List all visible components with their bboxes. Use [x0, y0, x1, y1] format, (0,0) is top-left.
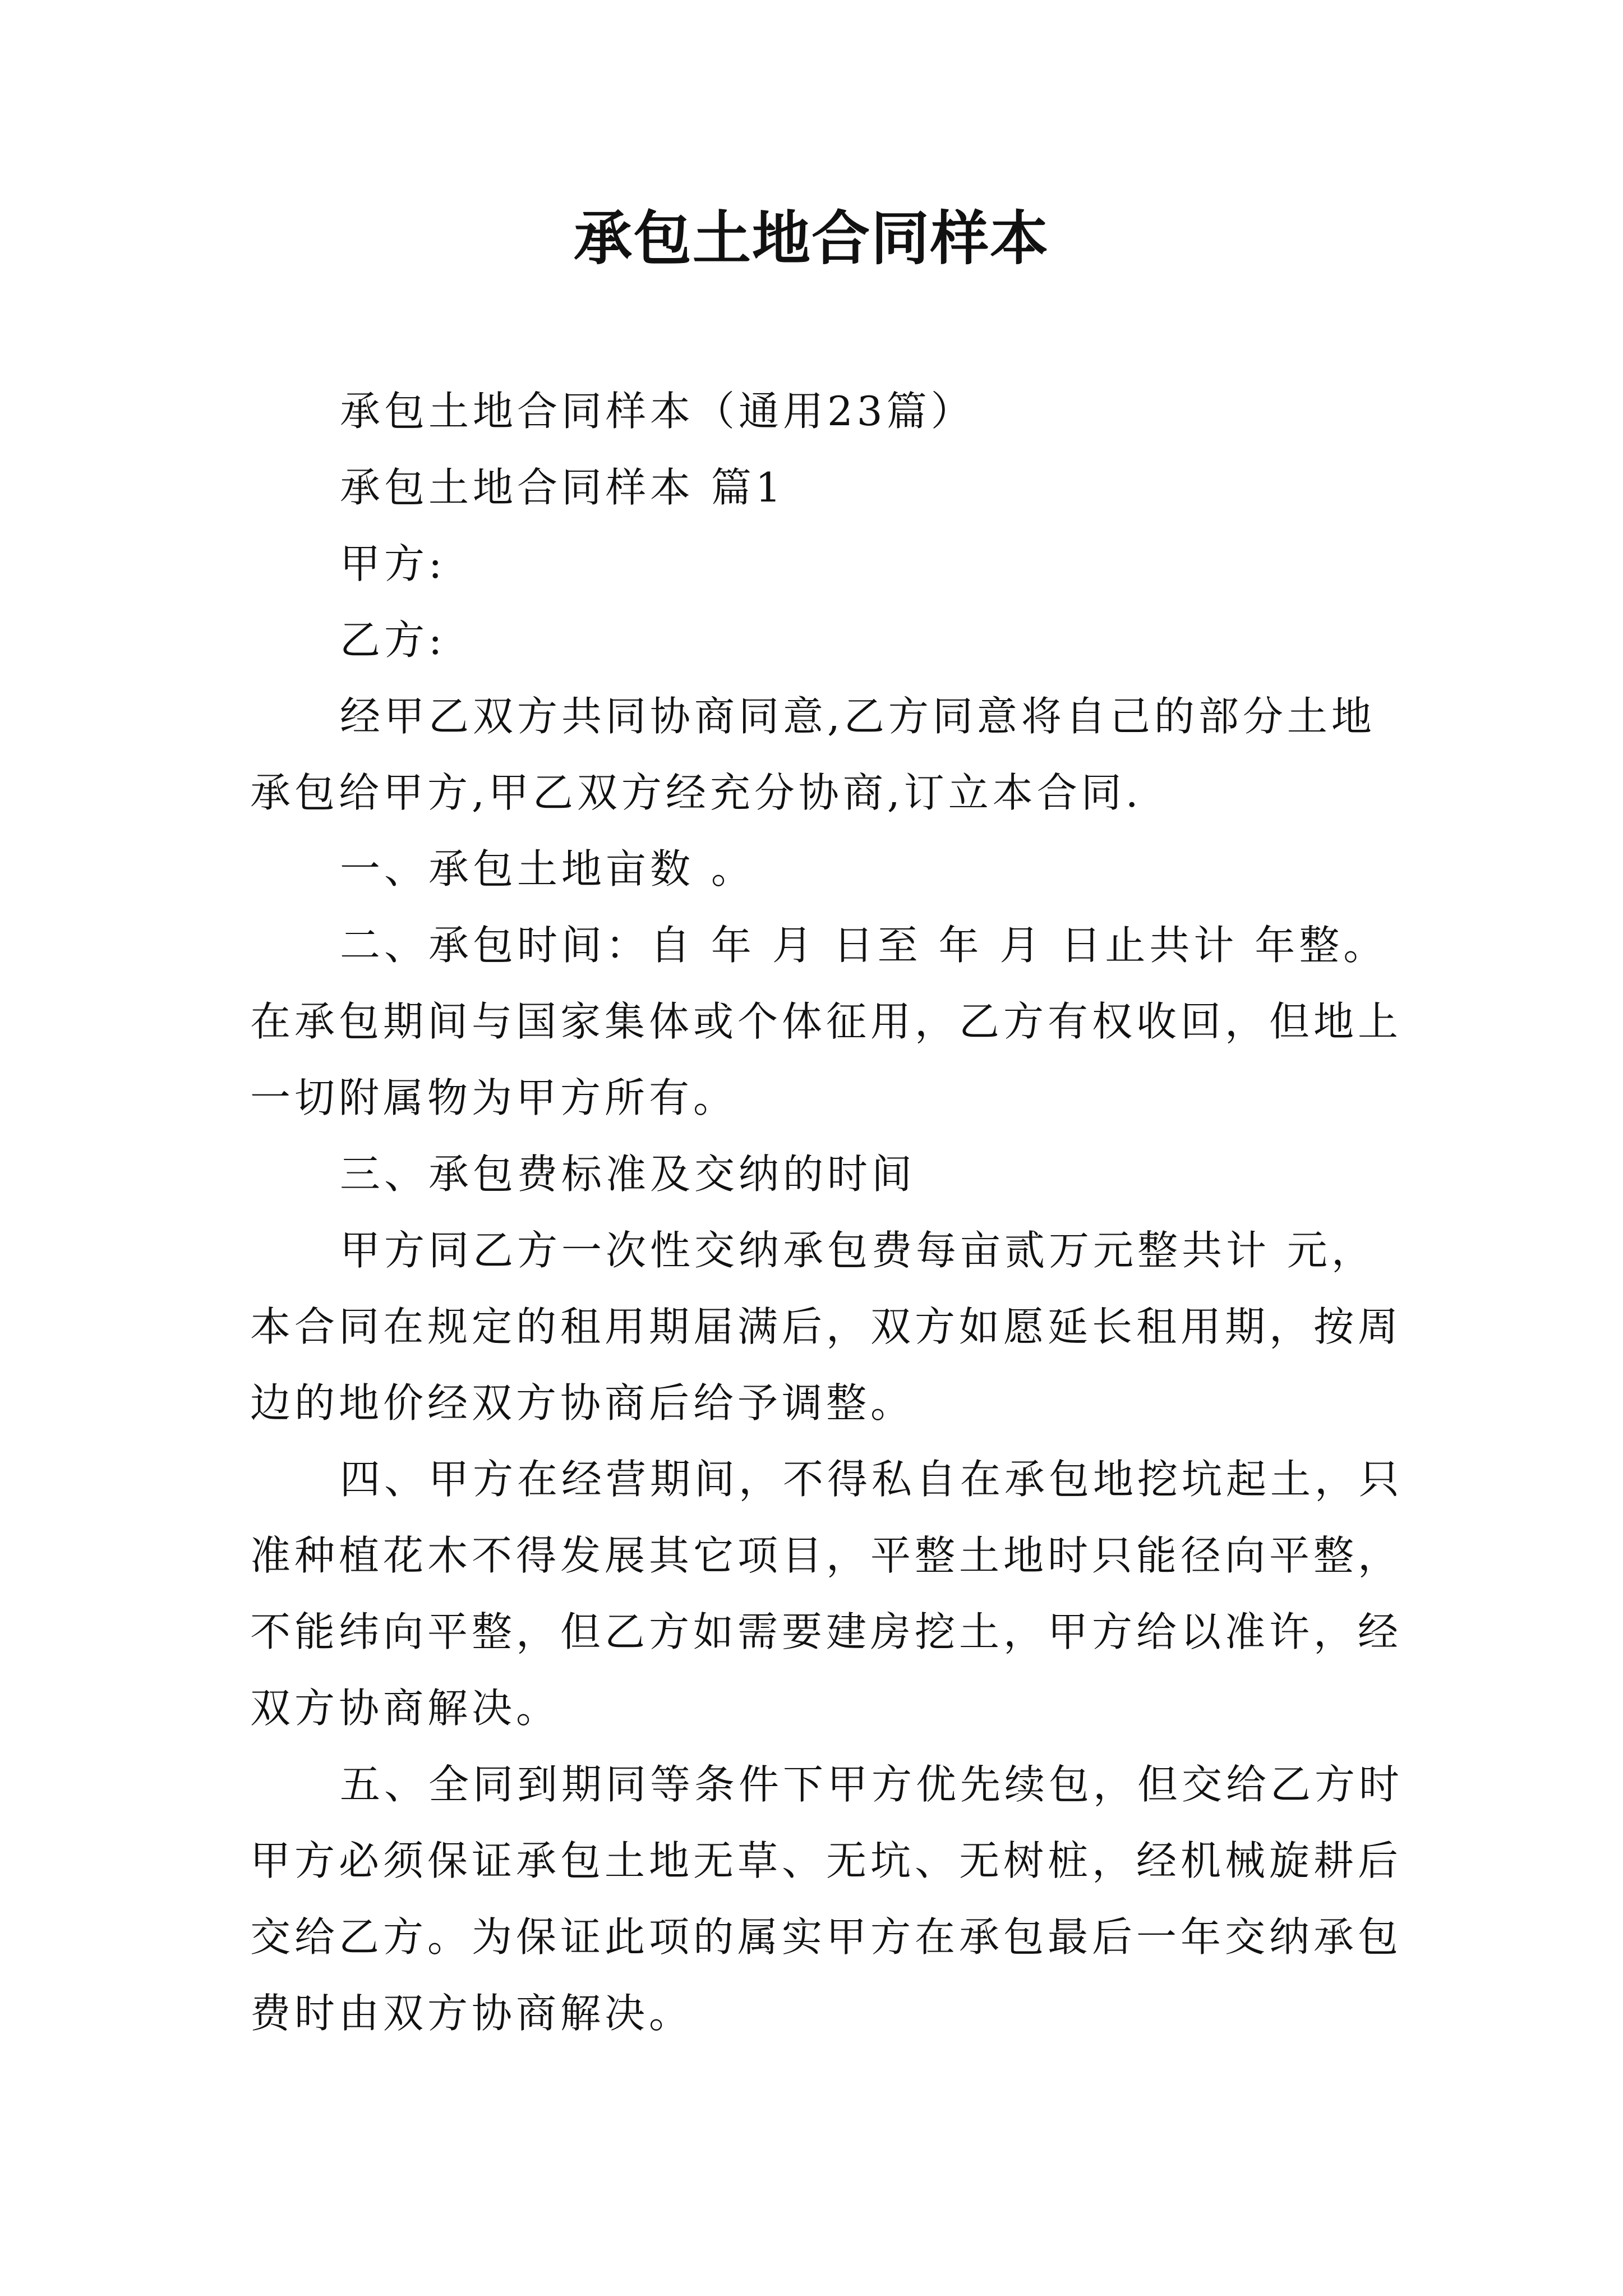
document-title: 承包土地合同样本 — [573, 204, 1049, 273]
paragraph-line: 准种植花木不得发展其它项目，平整土地时只能径向平整， — [250, 1532, 1403, 1579]
paragraph-line: 二、承包时间：自 年 月 日至 年 月 日止共计 年整。 — [340, 922, 1388, 969]
paragraph-line: 承包土地合同样本（通用23篇） — [340, 388, 975, 435]
paragraph-line: 三、承包费标准及交纳的时间 — [340, 1151, 916, 1198]
paragraph-line: 承包给甲方,甲乙双方经充分协商,订立本合同. — [250, 769, 1142, 816]
paragraph-line: 一切附属物为甲方所有。 — [250, 1074, 738, 1121]
paragraph-line: 经甲乙双方共同协商同意,乙方同意将自己的部分土地 — [340, 693, 1376, 740]
paragraph-line: 四、甲方在经营期间，不得私自在承包地挖坑起土，只 — [340, 1456, 1404, 1503]
paragraph-line: 费时由双方协商解决。 — [250, 1990, 694, 2037]
paragraph-line: 甲方必须保证承包土地无草、无坑、无树桩，经机械旋耕后 — [250, 1837, 1403, 1884]
paragraph-line: 承包土地合同样本 篇1 — [340, 464, 785, 511]
paragraph-line: 双方协商解决。 — [250, 1685, 561, 1732]
paragraph-line: 不能纬向平整，但乙方如需要建房挖土，甲方给以准许，经 — [250, 1608, 1403, 1655]
paragraph-line: 五、全同到期同等条件下甲方优先续包，但交给乙方时 — [340, 1761, 1404, 1808]
paragraph-line: 甲方: — [340, 540, 446, 587]
paragraph-line: 一、承包土地亩数 。 — [340, 845, 755, 892]
paragraph-line: 边的地价经双方协商后给予调整。 — [250, 1379, 915, 1427]
paragraph-line: 甲方同乙方一次性交纳承包费每亩贰万元整共计 元， — [340, 1227, 1376, 1274]
paragraph-line: 本合同在规定的租用期届满后，双方如愿延长租用期，按周 — [250, 1303, 1403, 1350]
document-body — [250, 373, 1404, 2051]
paragraph-line: 乙方: — [340, 616, 446, 664]
paragraph-line: 交给乙方。为保证此项的属实甲方在承包最后一年交纳承包 — [250, 1913, 1403, 1961]
paragraph-line: 在承包期间与国家集体或个体征用，乙方有权收回，但地上 — [250, 998, 1403, 1045]
